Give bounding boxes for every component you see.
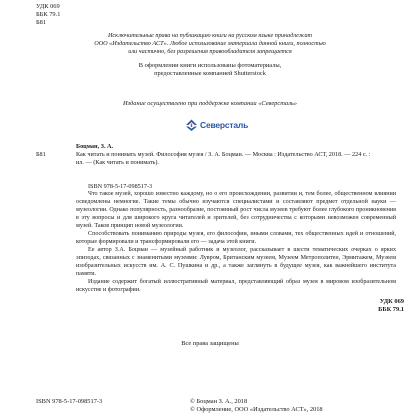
photo-credit — [0, 62, 420, 78]
footer-isbn: ISBN 978-5-17-098517-3 — [36, 398, 103, 405]
biblio-description: Как читать и понимать музей. Философия музея / З. А. Боцман. — Москва : Издательство АСТ, 2018. — 224 с. : ил. — (Как читать и понимать). — [76, 151, 371, 166]
classification-top — [36, 3, 60, 27]
photo-credit-line: В оформлении книги использованы фотоматериалы, — [138, 62, 282, 69]
rights-line: или частично, без разрешения правообладателя запрещается — [128, 48, 292, 55]
udk-code: УДК 069 — [36, 3, 60, 10]
biblio-code: Б81 — [36, 151, 46, 158]
author-mark: Б81 — [36, 19, 47, 26]
rights-line: Исключительные права на публикацию книги на русском языке принадлежат — [107, 32, 313, 39]
logo-text: Северсталь — [200, 120, 249, 130]
all-rights-reserved: Все права защищены — [181, 340, 239, 347]
classification-bottom — [360, 298, 404, 314]
annotation — [76, 190, 396, 294]
rights-line: ООО «Издательство АСТ». Любое использование материала данной книги, полностью — [94, 40, 326, 47]
biblio-isbn: ISBN 978-5-17-098517-3 — [88, 183, 153, 190]
bbk-code-bottom: ББК 79.1 — [378, 306, 404, 313]
photo-credit-line: предоставленные компанией Shutterstock — [154, 70, 266, 77]
copyright-block — [190, 398, 323, 414]
severstal-logo — [184, 118, 249, 132]
rights-notice — [0, 32, 420, 56]
annotation-paragraph: Ее автор З.А. Боцман — музейный работник и музеолог, рассказывает в шести тематических очерках о ярких эпизодах, связанных с знаменитыми музеями: Лувром, Британским музеем, Музеем Метрополитен, Эрмитажем, Музеем изобразительных искусств им. А. С. Пушкина и др., а также заглянуть в будущее музея, как важнейшего института памяти. — [76, 247, 396, 277]
bbk-code: ББК 79.1 — [36, 11, 61, 18]
udk-code-bottom: УДК 069 — [379, 298, 404, 305]
annotation-paragraph: Способствовать пониманию природы музея, его философии, иными словами, тех общественных идей и отношений, которые формировали и трансформировали его — задача этой книги. — [76, 231, 396, 245]
annotation-paragraph: Что такое музей, хорошо известно каждому, но о его происхождении, развитии и, тем более, общественном влиянии осведомлены немногие. Такие темы обычно изучаются специалистами и составляют предмет отдельной науки — музеологии. Однако популярность, разнообразие, постоянный рост числа музеев требуют более глубокого проникновения в эту вопросы и для широкого круга читателей и зрителей, без сотрудничества с которыми невозможен современный музей. Таков принцип новой музеологии. — [76, 191, 396, 229]
severstal-logo-icon — [184, 118, 199, 132]
annotation-paragraph: Издание содержит богатый иллюстративный материал, представляющий образ музея в мировом изобразительном искусстве и фотографии. — [76, 279, 396, 293]
biblio-author: Боцман, З. А. — [76, 143, 114, 150]
copyright-publisher: © Оформление, ООО «Издательство АСТ», 2018 — [190, 406, 323, 413]
support-note: Издание осуществлено при поддержке компании «Северсталь» — [123, 100, 297, 107]
copyright-author: © Боцман З. А., 2018 — [190, 398, 248, 405]
